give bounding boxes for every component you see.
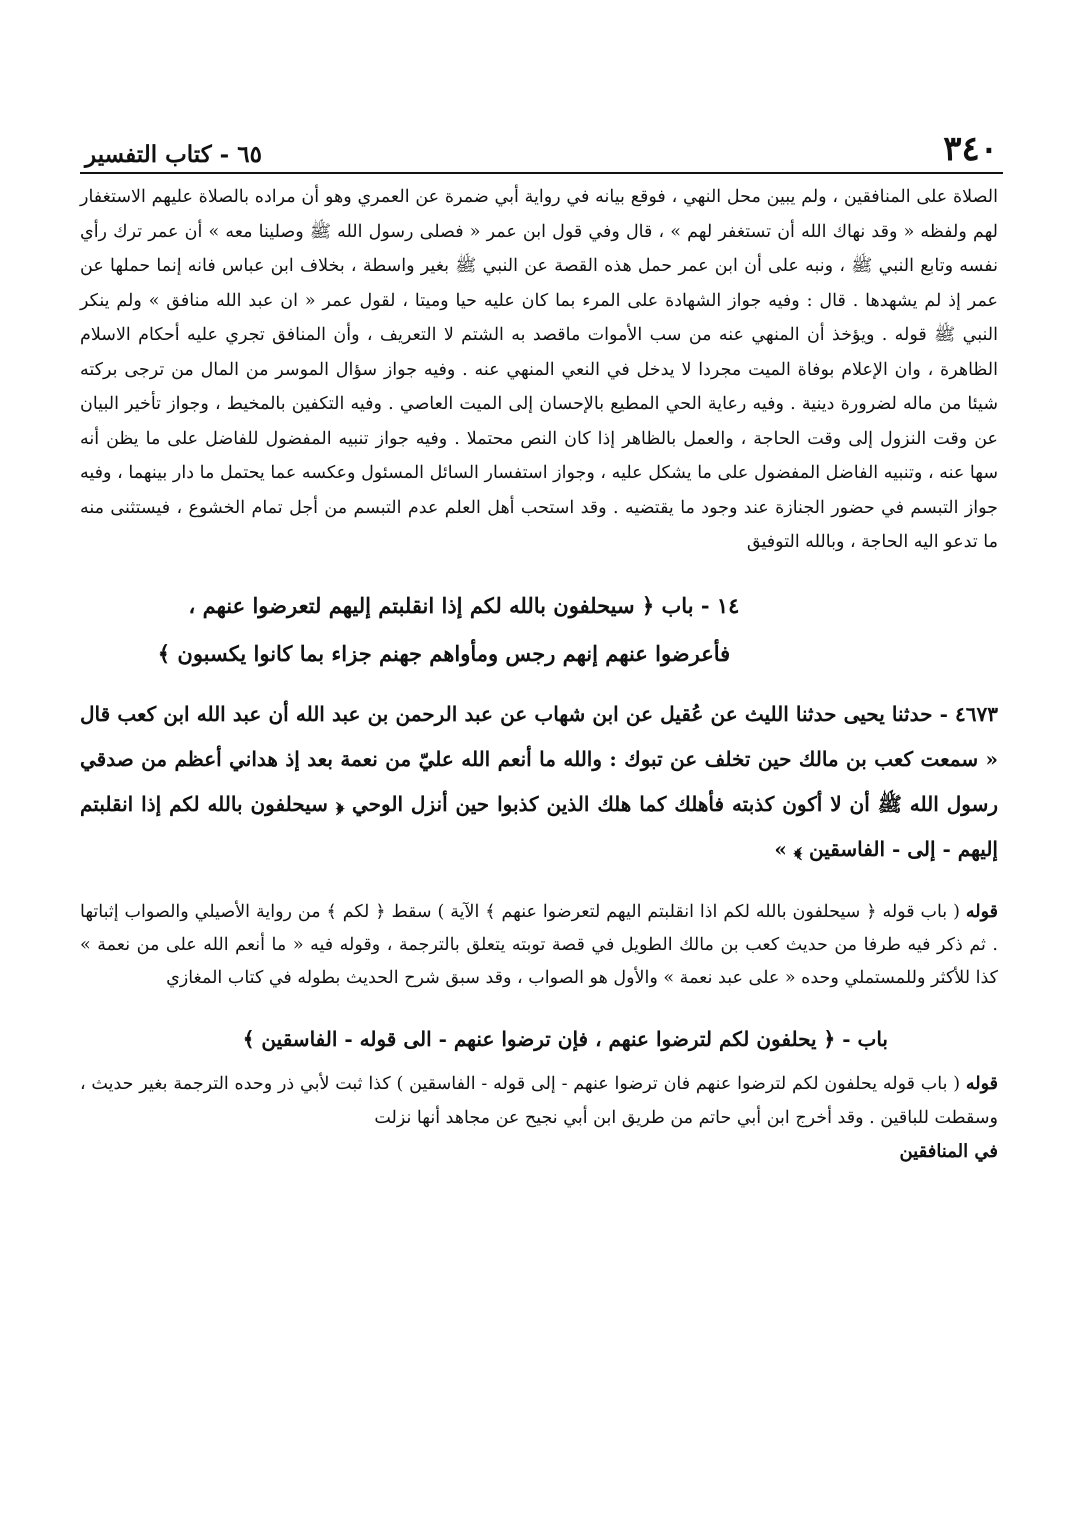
chapter-heading-2: باب - ﴿ يحلفون لكم لترضوا عنهم ، فإن ترضوا عنهم - الى قوله - الفاسقين ﴾ bbox=[242, 1026, 888, 1051]
running-title: ٦٥ - كتاب التفسير bbox=[85, 141, 262, 168]
hadith-text: ٤٦٧٣ - حدثنا يحيى حدثنا الليث عن عُقيل عن ابن شهاب عن عبد الرحمن بن عبد الله أن عبد الله ابن كعب قال « سمعت كعب بن مالك حين تخلف عن تبوك : والله ما أنعم الله عليّ من نعمة بعد إذ هداني أعظم من صدقي رسول الله ﷺ أن لا أكون كذبته فأهلك كما هلك الذين كذبوا حين أنزل الوحي ﴿ سيحلفون بالله لكم إذا انقلبتم إليهم - إلى - الفاسقين ﴾ » bbox=[80, 701, 998, 861]
chapter-heading-line-1: ١٤ - باب ﴿ سيحلفون بالله لكم إذا انقلبتم إليهم لتعرضوا عنهم ، bbox=[188, 592, 740, 618]
paragraph-commentary-1: الصلاة على المنافقين ، ولم يبين محل النهي ، فوقع بيانه في رواية أبي ضمرة عن العمري وهو أن مراده بالصلاة عليهم الاستغفار لهم ولفظه « وقد نهاك الله أن تستغفر لهم » ، قال وفي قول ابن عمر « فصلى رسول الله ﷺ وصلينا معه » أن عمر ترك رأي نفسه وتابع النبي ﷺ ، ونبه على أن ابن عمر حمل هذه القصة عن النبي ﷺ بغير واسطة ، بخلاف ابن عباس فانه إنما حملها عن عمر إذ لم يشهدها . قال : وفيه جواز الشهادة على المرء بما كان عليه حيا وميتا ، لقول عمر « ان عبد الله منافق » ولم ينكر النبي ﷺ قوله . ويؤخذ أن المنهي عنه من سب الأموات ماقصد به الشتم لا التعريف ، وأن المنافق تجري عليه أحكام الاسلام الظاهرة ، وان الإعلام بوفاة الميت مجردا لا يدخل في النعي المنهي عنه . وفيه جواز سؤال الموسر من المال من ترجى بركته شيئا من ماله لضرورة دينية . وفيه رعاية الحي المطيع بالإحسان إلى الميت العاصي . وفيه التكفين بالمخيط ، وجواز تأخير البيان عن وقت النزول إلى وقت الحاجة ، والعمل بالظاهر إذا كان النص محتملا . وفيه جواز تنبيه المفضول للفاضل على ما يظن أنه سها عنه ، وتنبيه الفاضل المفضول على ما يشكل عليه ، وجواز استفسار السائل المسئول وعكسه عما يحتمل ما دار بينهما ، وفيه جواز التبسم في حضور الجنازة عند وجود ما يقتضيه . وقد استحب أهل العلم عدم التبسم من أجل تمام الخشوع ، فيستثنى منه ما تدعو اليه الحاجة ، وبالله التوفيق bbox=[80, 187, 998, 552]
commentary-text: ( باب قوله ﴿ سيحلفون بالله لكم اذا انقلبتم اليهم لتعرضوا عنهم ﴾ الآية ) سقط ﴿ لكم ﴾ من رواية الأصيلي والصواب إثباتها . ثم ذكر فيه طرفا من حديث كعب بن مالك الطويل في قصة توبته يتعلق بالترجمة ، وقوله فيه « ما أنعم الله على من نعمة » كذا للأكثر وللمستملي وحده « على عبد نعمة » والأول هو الصواب ، وقد سبق شرح الحديث بطوله في كتاب المغازي bbox=[80, 901, 998, 988]
commentary-closing: في المنافقين bbox=[899, 1140, 998, 1162]
commentary-lead: قوله bbox=[965, 1073, 998, 1094]
header-rule bbox=[80, 172, 1003, 174]
commentary-lead: قوله bbox=[965, 901, 998, 922]
page-body bbox=[80, 180, 998, 1169]
chapter-heading-line-2: فأعرضوا عنهم إنهم رجس ومأواهم جهنم جزاء بما كانوا يكسبون ﴾ bbox=[157, 640, 731, 666]
commentary-text: ( باب قوله يحلفون لكم لترضوا عنهم فان ترضوا عنهم - إلى قوله - الفاسقين ) كذا ثبت لأبي ذر وحده الترجمة بغير حديث ، وسقطت للباقين . وقد أخرج ابن أبي حاتم من طريق ابن أبي نجيح عن مجاهد أنها نزلت bbox=[80, 1073, 998, 1128]
chapter-heading bbox=[80, 582, 998, 678]
commentary-paragraph-1 bbox=[80, 896, 998, 995]
page-header bbox=[85, 118, 998, 169]
page-number: ٣٤٠ bbox=[943, 129, 998, 169]
commentary-paragraph-2 bbox=[80, 1067, 998, 1169]
